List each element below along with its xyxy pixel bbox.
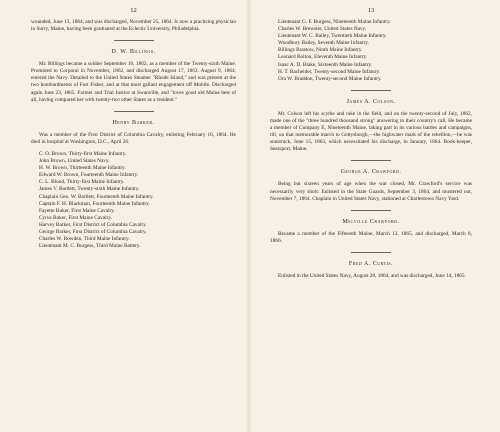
section-rule	[351, 252, 391, 253]
roster-entry: Lieutenant M. C. Burgess, Third Maine Battery.	[39, 243, 141, 250]
roster-entry: Cyrus Buker, First Maine Cavalry.	[39, 214, 113, 221]
section-rule	[351, 160, 391, 161]
section-text-melville-crawford: Became a member of the Fifteenth Maine, March 13, 1865, and discharged, March 8, 1866.	[270, 230, 472, 244]
right-page	[250, 0, 500, 432]
section-text-colson: Mr. Colson left his scythe and rake in the field, and on the twenty-second of July, 1862, made one of the "three hundred thousand strong" answering to their country's call. He became a member of Company E, Nineteenth Maine, taking part in its various battles and campaigns, till, on that memorable march to Gettysburgh,—the highwater mark of the rebellion,—he was sunstruck, June 15, 1863, which necessitated his discharge, in January, 1864. Book-keeper, Searsport, Maine.	[270, 110, 472, 153]
roster-entry: H. W. Brown, Thirteenth Maine Infantry.	[39, 165, 126, 172]
roster-entry: Ora W. Braddon, Twenty-second Maine Infantry.	[278, 75, 382, 82]
roster-list-left	[31, 151, 236, 250]
section-rule	[114, 111, 154, 112]
roster-entry: George Barker, First District of Columbia Cavalry.	[39, 228, 147, 235]
roster-entry: Isaac A. D. Blake, Sixteenth Maine Infantry.	[278, 61, 373, 68]
page-number-left: 12	[130, 7, 137, 14]
section-rule	[351, 90, 391, 91]
roster-entry: John Brown, United States Navy.	[39, 158, 110, 165]
section-text-curtis: Enlisted in the United States Navy, August 28, 1864, and was discharged, June 14, 1865.	[278, 272, 466, 279]
roster-entry: Captain F. H. Blackman, Fourteenth Maine Infantry.	[39, 200, 150, 207]
section-heading-billings: D. W. Billings.	[111, 49, 156, 56]
roster-entry: Lieutenant W. C. Bailey, Twentieth Maine Infantry.	[278, 33, 387, 40]
section-heading-george-crawford: George A. Crawford.	[340, 169, 402, 176]
roster-entry: Lieutenant G. F. Burgess, Nineteenth Maine Infantry.	[278, 19, 391, 25]
section-heading-barker: Henry Barker.	[112, 119, 155, 126]
roster-entry: James V. Bartlett, Twenty-sixth Maine Infantry.	[39, 186, 140, 193]
roster-entry: C. L. Blood, Thirty-first Maine Infantry.	[39, 179, 125, 186]
roster-list-right	[270, 19, 472, 83]
page-number-right: 13	[367, 7, 375, 14]
section-heading-colson: James A. Colson.	[346, 98, 396, 105]
section-heading-curtis: Fred A. Curtis.	[348, 260, 394, 267]
roster-entry: Edward W. Brown, Fourteenth Maine Infantry.	[39, 172, 139, 179]
roster-entry: Harvey Barker, First District of Columbia Cavalry.	[39, 221, 147, 228]
roster-entry: Billings Brastow, Ninth Maine Infantry.	[278, 47, 363, 54]
left-page	[0, 0, 248, 432]
roster-entry: Woodbury Bailey, Seventh Maine Infantry.	[278, 40, 369, 47]
section-rule	[351, 210, 391, 211]
roster-entry: C. O. Brown, Thirty-first Maine Infantry.	[39, 150, 127, 157]
section-heading-melville-crawford: Melville Crawford.	[342, 218, 400, 225]
roster-entry: Chaplain Geo. W. Bartlett, Fourteenth Maine Infantry.	[39, 193, 154, 200]
intro-paragraph: wounded, June 13, 1864, and was discharged, November 25, 1864. Is now a practising physician in Surry, Maine, having been graduated at the Eclectic University, Philadelphia.	[31, 19, 236, 33]
section-rule	[114, 40, 154, 41]
roster-entry: Leonard Bolton, Eleventh Maine Infantry.	[278, 54, 368, 61]
roster-entry: H. T. Bachelder, Twenty-second Maine Infantry.	[278, 68, 381, 75]
section-text-billings: Mr. Billings became a soldier September 10, 1862, as a member of the Twenty-sixth Maine. Promoted to Corporal in November, 1862, and discharged August 17, 1863. August 9, 1864, entered the Navy. Detailed to the United States Steamer "Rhode Island," and was present at the two bombardments of Fort Fisher, and at that most gallant engagement off Mobile. Discharged again June 23, 1865. Farmer and Trial Justice at Swanville, and "loves good old Maine best of all, having compared her with twenty-two other States as a resident."	[31, 61, 236, 103]
roster-entry: Charles W. Brewster, United States Navy.	[278, 26, 367, 33]
roster-entry: Fayette Buker, First Maine Cavalry.	[39, 207, 115, 214]
section-text-george-crawford: Being but sixteen years of age when the war closed, Mr. Crawford's service was necessarily very short. Enlisted in the State Guards, September 3, 1864, and mustered out, November 7, 1864. Chaplain in United States Navy, stationed at Charlestown Navy Yard.	[270, 181, 472, 202]
roster-entry: Charles W. Bowden, Third Maine Infantry.	[39, 236, 130, 243]
section-text-barker: Was a member of the First District of Columbia Cavalry, enlisting February 16, 1864. He died in hospital at Washington, D.C., April 26.	[31, 131, 236, 145]
